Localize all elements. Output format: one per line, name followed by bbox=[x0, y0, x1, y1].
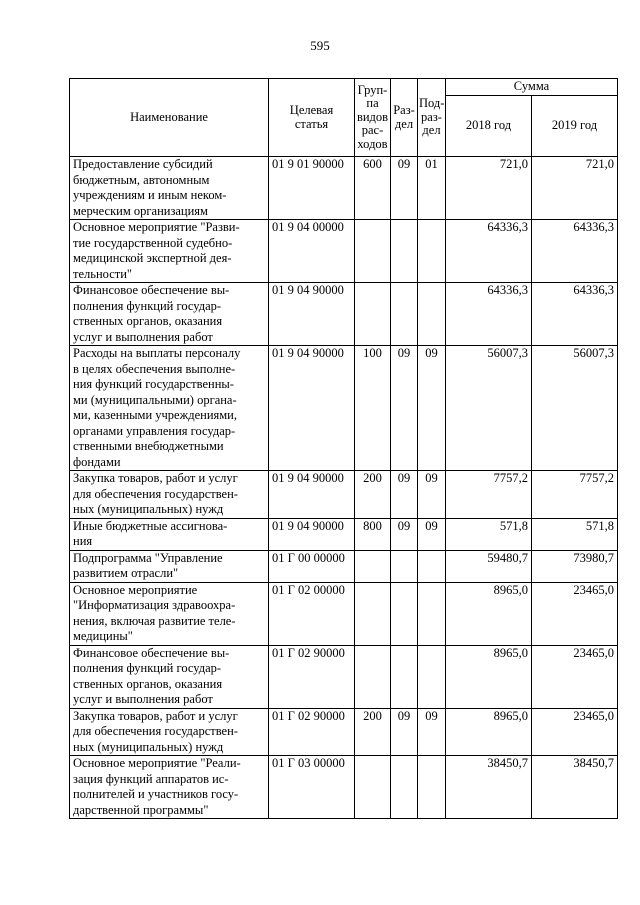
header-subsection-line: раз- bbox=[421, 109, 442, 124]
row-section bbox=[391, 220, 418, 283]
row-amount-2019: 571,8 bbox=[532, 518, 618, 550]
header-expense-group bbox=[355, 79, 391, 157]
table-row bbox=[70, 550, 618, 582]
table-row bbox=[70, 582, 618, 645]
row-expense-group bbox=[355, 582, 391, 645]
row-amount-2019: 23465,0 bbox=[532, 645, 618, 708]
row-section: 09 bbox=[391, 157, 418, 220]
row-name bbox=[70, 645, 269, 708]
row-target-article: 01 9 04 00000 bbox=[269, 220, 355, 283]
row-name-line: Основное мероприятие "Разви- bbox=[73, 220, 240, 234]
row-expense-group: 800 bbox=[355, 518, 391, 550]
row-amount-2019: 38450,7 bbox=[532, 756, 618, 819]
row-name-line: мерческим организациям bbox=[73, 203, 208, 218]
row-expense-group bbox=[355, 220, 391, 283]
row-name-line: нения, включая развитие теле- bbox=[73, 613, 236, 628]
header-subsection bbox=[418, 79, 446, 157]
row-section: 09 bbox=[391, 471, 418, 519]
row-name bbox=[70, 346, 269, 471]
row-name-line: ми, казенными учреждениями, bbox=[73, 408, 238, 422]
row-name-line: тельности" bbox=[73, 266, 133, 281]
row-subsection bbox=[418, 550, 446, 582]
row-subsection bbox=[418, 645, 446, 708]
table-row bbox=[70, 283, 618, 346]
row-amount-2018: 56007,3 bbox=[446, 346, 532, 471]
row-target-article: 01 9 04 90000 bbox=[269, 471, 355, 519]
header-sum: Сумма bbox=[446, 79, 618, 96]
row-name-line: ния bbox=[73, 534, 93, 548]
row-name-line: медицины" bbox=[73, 629, 133, 643]
row-expense-group: 100 bbox=[355, 346, 391, 471]
row-name-line: ственными внебюджетными bbox=[73, 439, 224, 453]
row-amount-2018: 7757,2 bbox=[446, 471, 532, 519]
row-amount-2019: 721,0 bbox=[532, 157, 618, 220]
row-name-line: Иные бюджетные ассигнова- bbox=[73, 518, 228, 533]
table-row bbox=[70, 518, 618, 550]
row-name bbox=[70, 220, 269, 283]
row-expense-group bbox=[355, 283, 391, 346]
row-amount-2018: 8965,0 bbox=[446, 645, 532, 708]
row-name-line: "Информатизация здравоохра- bbox=[73, 598, 236, 612]
row-section bbox=[391, 645, 418, 708]
row-section bbox=[391, 756, 418, 819]
header-group-line: ходов bbox=[357, 136, 388, 151]
header-name: Наименование bbox=[70, 79, 269, 157]
row-subsection: 09 bbox=[418, 346, 446, 471]
budget-table bbox=[69, 78, 618, 819]
row-name bbox=[70, 518, 269, 550]
row-name-line: Подпрограмма "Управление bbox=[73, 550, 223, 565]
row-name-line: учреждениям и иным неком- bbox=[73, 188, 227, 202]
row-subsection: 01 bbox=[418, 157, 446, 220]
row-amount-2018: 59480,7 bbox=[446, 550, 532, 582]
row-target-article: 01 Г 03 00000 bbox=[269, 756, 355, 819]
row-section: 09 bbox=[391, 346, 418, 471]
header-section-line: дел bbox=[394, 116, 414, 131]
header-target-article bbox=[269, 79, 355, 157]
header-subsection-line: дел bbox=[422, 123, 441, 138]
row-name-line: зация функций аппаратов ис- bbox=[73, 771, 229, 786]
table-row bbox=[70, 645, 618, 708]
row-name-line: фондами bbox=[73, 454, 121, 469]
header-section bbox=[391, 79, 418, 157]
row-target-article: 01 9 01 90000 bbox=[269, 157, 355, 220]
row-name-line: Основное мероприятие bbox=[73, 582, 198, 597]
row-name-line: для обеспечения государствен- bbox=[73, 724, 238, 738]
row-name-line: Закупка товаров, работ и услуг bbox=[73, 708, 238, 723]
row-name-line: медицинской экспертной дея- bbox=[73, 251, 232, 265]
header-group-line: рас- bbox=[361, 123, 384, 138]
row-name-line: тие государственной судебно- bbox=[73, 235, 233, 250]
header-subsection-line: Под- bbox=[419, 96, 445, 111]
row-name-line: бюджетным, автономным bbox=[73, 172, 210, 187]
row-amount-2018: 8965,0 bbox=[446, 708, 532, 756]
row-expense-group bbox=[355, 550, 391, 582]
row-amount-2019: 64336,3 bbox=[532, 283, 618, 346]
row-subsection bbox=[418, 756, 446, 819]
header-target-line: Целевая bbox=[289, 103, 334, 117]
row-name-line: услуг и выполнения работ bbox=[73, 692, 213, 706]
row-amount-2019: 7757,2 bbox=[532, 471, 618, 519]
header-group-line: Груп- bbox=[357, 82, 388, 97]
row-subsection: 09 bbox=[418, 518, 446, 550]
row-amount-2018: 64336,3 bbox=[446, 220, 532, 283]
row-name-line: полнения функций государ- bbox=[73, 661, 222, 675]
row-subsection bbox=[418, 582, 446, 645]
row-target-article: 01 Г 02 00000 bbox=[269, 582, 355, 645]
row-amount-2019: 23465,0 bbox=[532, 582, 618, 645]
row-name bbox=[70, 582, 269, 645]
table-row bbox=[70, 471, 618, 519]
row-section: 09 bbox=[391, 708, 418, 756]
row-name bbox=[70, 283, 269, 346]
row-name-line: Предоставление субсидий bbox=[73, 157, 213, 171]
row-expense-group: 200 bbox=[355, 471, 391, 519]
row-name bbox=[70, 756, 269, 819]
row-expense-group bbox=[355, 756, 391, 819]
row-amount-2019: 64336,3 bbox=[532, 220, 618, 283]
row-amount-2019: 23465,0 bbox=[532, 708, 618, 756]
row-name bbox=[70, 550, 269, 582]
row-name-line: ственных органов, оказания bbox=[73, 314, 223, 328]
header-group-line: видов bbox=[356, 109, 389, 124]
row-name-line: Основное мероприятие "Реали- bbox=[73, 756, 241, 770]
row-section bbox=[391, 550, 418, 582]
row-name-line: ния функций государственны- bbox=[73, 377, 234, 391]
row-subsection bbox=[418, 283, 446, 346]
table-header bbox=[70, 79, 618, 157]
row-target-article: 01 9 04 90000 bbox=[269, 346, 355, 471]
row-target-article: 01 Г 00 00000 bbox=[269, 550, 355, 582]
row-section bbox=[391, 283, 418, 346]
row-name-line: услуг и выполнения работ bbox=[73, 329, 213, 344]
row-subsection: 09 bbox=[418, 471, 446, 519]
row-amount-2019: 56007,3 bbox=[532, 346, 618, 471]
row-name-line: ственных органов, оказания bbox=[73, 676, 223, 691]
table-row bbox=[70, 157, 618, 220]
row-name-line: ных (муниципальных) нужд bbox=[73, 502, 224, 516]
row-target-article: 01 Г 02 90000 bbox=[269, 708, 355, 756]
row-subsection bbox=[418, 220, 446, 283]
row-name bbox=[70, 708, 269, 756]
row-expense-group: 200 bbox=[355, 708, 391, 756]
row-name-line: Закупка товаров, работ и услуг bbox=[73, 471, 238, 485]
header-year-2019: 2019 год bbox=[532, 96, 618, 157]
table-row bbox=[70, 220, 618, 283]
page-number: 595 bbox=[310, 38, 330, 53]
row-expense-group bbox=[355, 645, 391, 708]
header-section-line: Раз- bbox=[393, 103, 415, 117]
row-name bbox=[70, 471, 269, 519]
row-name-line: дарственной программы" bbox=[73, 802, 209, 817]
row-target-article: 01 Г 02 90000 bbox=[269, 645, 355, 708]
table-row bbox=[70, 756, 618, 819]
row-amount-2018: 38450,7 bbox=[446, 756, 532, 819]
row-subsection: 09 bbox=[418, 708, 446, 756]
header-group-line: па bbox=[366, 96, 379, 111]
row-amount-2018: 8965,0 bbox=[446, 582, 532, 645]
row-name-line: ми (муниципальными) органа- bbox=[73, 392, 237, 407]
row-name-line: для обеспечения государствен- bbox=[73, 486, 238, 501]
row-name bbox=[70, 157, 269, 220]
header-year-2018: 2018 год bbox=[446, 96, 532, 157]
row-name-line: Финансовое обеспечение вы- bbox=[73, 645, 230, 660]
row-name-line: Финансовое обеспечение вы- bbox=[73, 283, 230, 297]
row-name-line: органами управления государ- bbox=[73, 423, 236, 438]
table-body bbox=[70, 157, 618, 819]
row-section: 09 bbox=[391, 518, 418, 550]
row-amount-2018: 64336,3 bbox=[446, 283, 532, 346]
row-amount-2018: 571,8 bbox=[446, 518, 532, 550]
row-name-line: в целях обеспечения выполне- bbox=[73, 361, 236, 376]
row-name-line: ных (муниципальных) нужд bbox=[73, 739, 224, 754]
header-target-line: статья bbox=[294, 116, 329, 131]
row-target-article: 01 9 04 90000 bbox=[269, 518, 355, 550]
table-row bbox=[70, 708, 618, 756]
table-row bbox=[70, 346, 618, 471]
row-section bbox=[391, 582, 418, 645]
row-target-article: 01 9 04 90000 bbox=[269, 283, 355, 346]
row-name-line: полнения функций государ- bbox=[73, 298, 222, 313]
row-name-line: развитием отрасли" bbox=[73, 566, 179, 580]
row-amount-2019: 73980,7 bbox=[532, 550, 618, 582]
row-name-line: Расходы на выплаты персоналу bbox=[73, 346, 241, 360]
row-amount-2018: 721,0 bbox=[446, 157, 532, 220]
row-expense-group: 600 bbox=[355, 157, 391, 220]
row-name-line: полнителей и участников госу- bbox=[73, 787, 239, 801]
